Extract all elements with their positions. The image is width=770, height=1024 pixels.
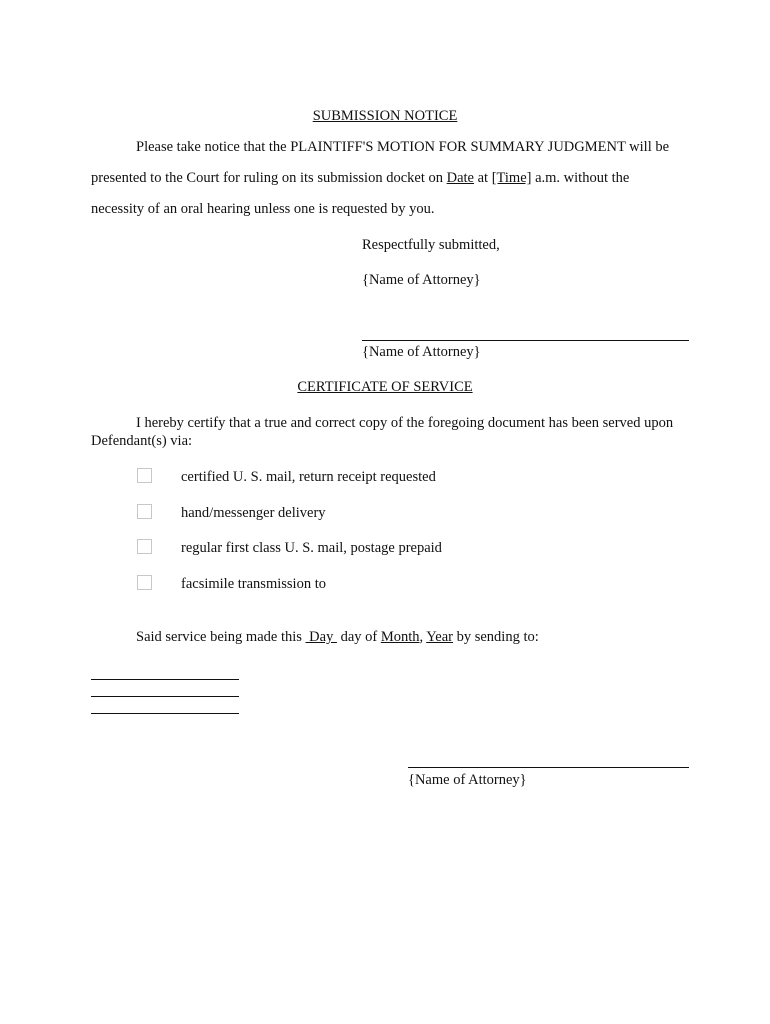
- option-regular-mail-label: regular first class U. S. mail, postage prepaid: [181, 540, 442, 556]
- certificate-attorney-name[interactable]: {Name of Attorney}: [408, 772, 527, 788]
- recipient-address-line[interactable]: [91, 713, 239, 714]
- certificate-paragraph-line-1: I hereby certify that a true and correct copy of the foregoing document has been served upon: [136, 415, 674, 431]
- checkbox-regular-mail[interactable]: [137, 539, 152, 554]
- recipient-address-line[interactable]: [91, 696, 239, 697]
- notice-text: presented to the Court for ruling on its submission docket on: [91, 170, 447, 186]
- checkbox-certified-mail[interactable]: [137, 468, 152, 483]
- date-field[interactable]: Date: [446, 170, 474, 186]
- option-hand-delivery-label: hand/messenger delivery: [181, 505, 326, 521]
- service-text: ,: [419, 629, 427, 645]
- notice-paragraph-line-3: necessity of an oral hearing unless one is requested by you.: [91, 201, 435, 217]
- service-text: Said service being made this: [136, 629, 306, 645]
- option-certified-mail-label: certified U. S. mail, return receipt requested: [181, 469, 436, 485]
- time-field[interactable]: [Time]: [491, 170, 532, 186]
- certificate-signature-line: [408, 767, 689, 768]
- service-text: day of: [336, 629, 381, 645]
- option-facsimile-label: facsimile transmission to: [181, 576, 326, 592]
- checkbox-facsimile[interactable]: [137, 575, 152, 590]
- attorney-name-field[interactable]: {Name of Attorney}: [362, 272, 481, 288]
- notice-text: at: [474, 170, 492, 186]
- certificate-paragraph-line-2: Defendant(s) via:: [91, 433, 193, 449]
- service-text: by sending to:: [452, 629, 539, 645]
- certificate-of-service-title: CERTIFICATE OF SERVICE: [297, 379, 473, 395]
- service-date-line: [136, 629, 539, 646]
- recipient-address-line[interactable]: [91, 679, 239, 680]
- day-field[interactable]: Day: [305, 629, 337, 645]
- signature-line: [362, 340, 689, 341]
- attorney-name-signature[interactable]: {Name of Attorney}: [362, 344, 481, 360]
- respectfully-submitted: Respectfully submitted,: [362, 237, 500, 253]
- notice-paragraph-line-1: Please take notice that the PLAINTIFF'S MOTION FOR SUMMARY JUDGMENT will be: [136, 139, 670, 155]
- notice-paragraph-line-2: [91, 170, 629, 187]
- notice-text: a.m. without the: [531, 170, 630, 186]
- checkbox-hand-delivery[interactable]: [137, 504, 152, 519]
- year-field[interactable]: Year: [426, 629, 453, 645]
- submission-notice-title: SUBMISSION NOTICE: [312, 108, 458, 124]
- month-field[interactable]: Month: [380, 629, 420, 645]
